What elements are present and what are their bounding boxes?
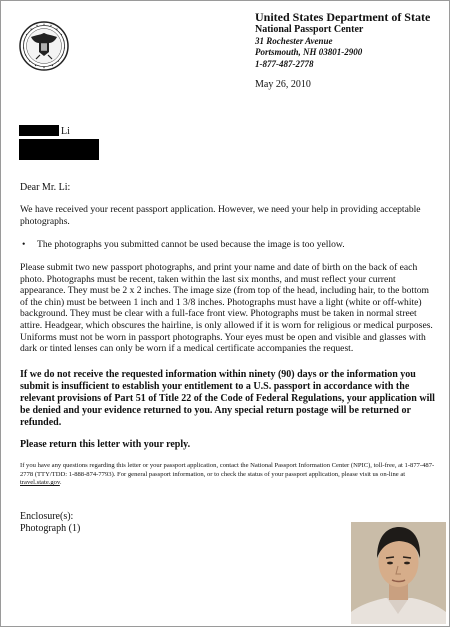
- street-address: 31 Rochester Avenue: [255, 35, 333, 46]
- intro-paragraph: We have received your recent passport application. However, we need your help in providing acceptable photographs.: [20, 204, 421, 227]
- letter-date: May 26, 2010: [255, 79, 311, 90]
- contact-text-end: .: [59, 479, 62, 487]
- city-address: Portsmouth, NH 03801-2900: [255, 47, 363, 57]
- salutation: Dear Mr. Li:: [20, 182, 71, 193]
- return-note: Please return this letter with your reply.: [20, 439, 191, 450]
- travel-state-gov-link[interactable]: travel.state.gov: [20, 479, 60, 487]
- warning-paragraph: If we do not receive the requested information within ninety (90) days or the information you submit is insufficient to establish your entitlement to a U.S. passport in accordance with the relevant provisions of Part 51 of Title 22 of the Code of Federal Regulations, your application will be denied and your evidence returned to you. Any special return postage will be returned or refunded.: [20, 369, 435, 428]
- department-of-state-seal-icon: [19, 21, 69, 71]
- letterhead: [255, 10, 445, 70]
- redacted-first-name: [19, 125, 59, 136]
- photo-requirements-paragraph: Please submit two new passport photographs, and print your name and date of birth on the back of each photo. Photographs must be recent, taken within the last six months, and must reflect your current appearance. They must be 2 x 2 inches. The image size (from top of the head, including hair, to the bottom of the chin) must be between 1 inch and 1 3/8 inches. Photographs must have a light (white or off-white) background. They must be clear with a full-face front view. Photographs must be taken in normal street attire. Headgear, which obscures the hairline, is only allowed if it is worn for religious or medical purposes. Uniforms must not be worn in passport photographs. Your eyes must be open and visible and glasses with dark or tinted lenses can only be worn if a medical certificate accompanies the request.: [20, 262, 433, 355]
- center-name: National Passport Center: [255, 24, 364, 35]
- redacted-address: [19, 139, 99, 160]
- enclosure-block: [20, 511, 80, 535]
- applicant-photo: [351, 522, 446, 624]
- enclosure-item: Photograph (1): [20, 523, 81, 534]
- contact-text: If you have any questions regarding this letter or your passport application, contact the National Passport Information Center (NPIC), toll-free, at 1-877-487-2778 (TTY/TDD: 1-888-874-7793). For general passport information, or to check the status of your passport application, please visit us on-line at: [20, 462, 435, 478]
- contact-paragraph: [20, 462, 435, 488]
- bullet-text: The photographs you submitted cannot be used because the image is too yellow.: [37, 239, 345, 250]
- department-name: United States Department of State: [255, 10, 431, 24]
- phone-number: 1-877-487-2778: [255, 58, 314, 69]
- enclosure-label: Enclosure(s):: [20, 511, 74, 522]
- recipient-last-name: Li: [61, 126, 70, 137]
- bullet-dot-icon: •: [22, 239, 26, 250]
